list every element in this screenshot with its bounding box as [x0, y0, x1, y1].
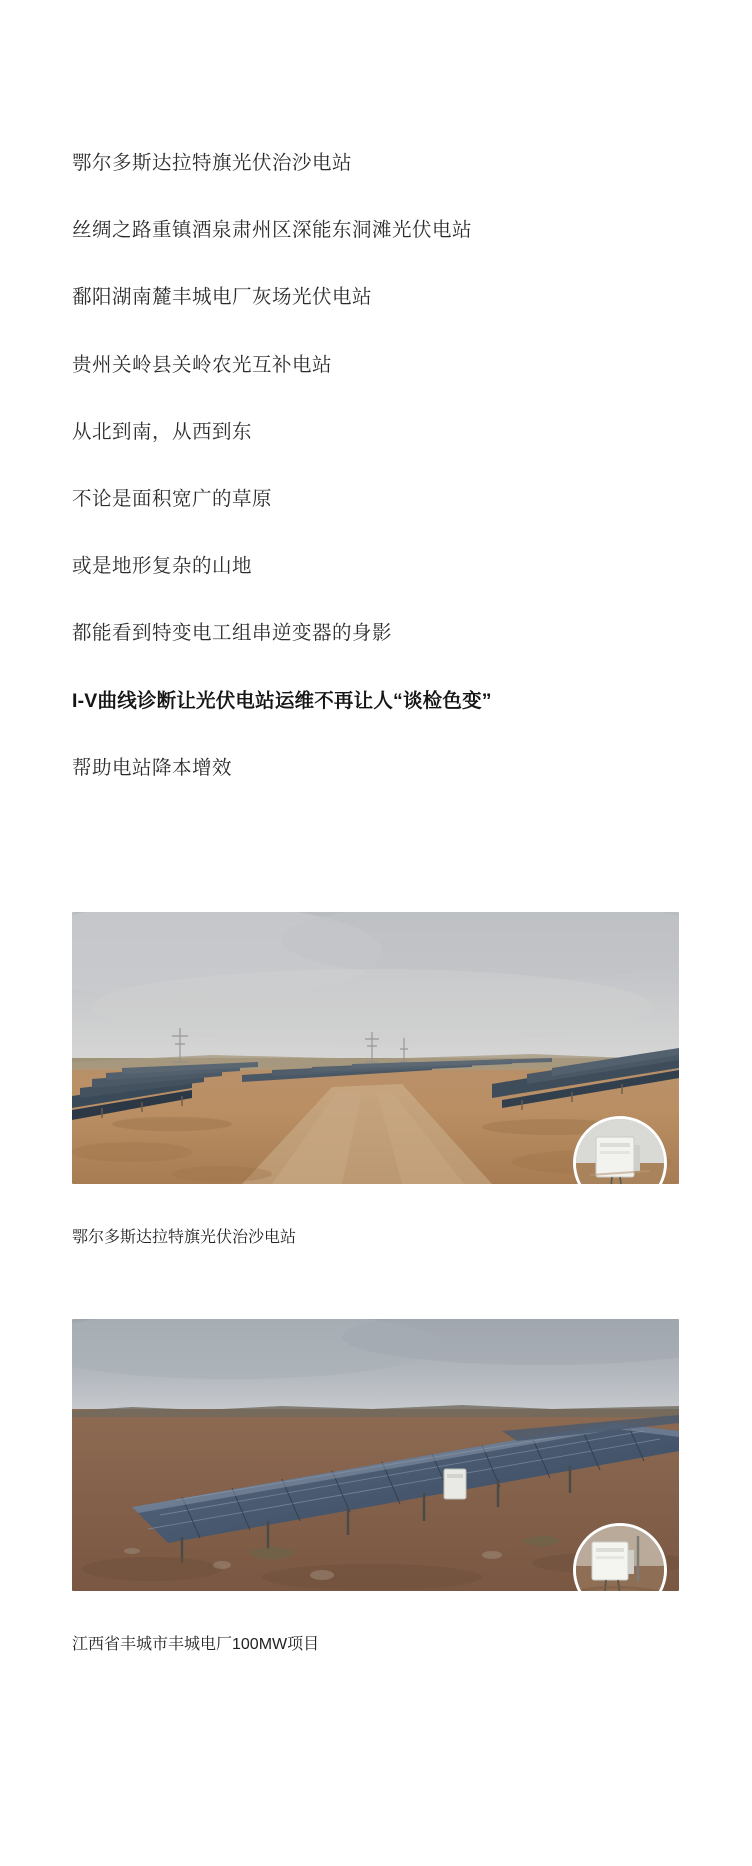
- article-paragraph-highlight: I-V曲线诊断让光伏电站运维不再让人“谈检色变”: [72, 689, 492, 712]
- figure-desert-plant: [72, 912, 680, 1184]
- article-paragraph: 鄂尔多斯达拉特旗光伏治沙电站: [72, 152, 353, 174]
- article-paragraph: 或是地形复杂的山地: [72, 555, 253, 578]
- article-paragraph: 鄱阳湖南麓丰城电厂灰场光伏电站: [72, 286, 373, 309]
- photo-desert-pv-array: [72, 912, 679, 1184]
- top-spacer: [72, 0, 680, 148]
- section-gap: [72, 820, 680, 912]
- article-paragraph: 都能看到特变电工组串逆变器的身影: [72, 622, 393, 645]
- figure-caption: 江西省丰城市丰城电厂100MW项目: [72, 1635, 320, 1653]
- figure-caption-gap: [72, 1591, 680, 1631]
- photo-redsoil-pv-array: [72, 1319, 679, 1591]
- figure-caption: 鄂尔多斯达拉特旗光伏治沙电站: [72, 1228, 297, 1246]
- article-paragraph: 贵州关岭县关岭农光互补电站: [72, 353, 333, 376]
- article-paragraph: 帮助电站降本增效: [72, 756, 233, 779]
- between-figures-gap: [72, 1263, 680, 1319]
- figure-caption-gap: [72, 1184, 680, 1224]
- figure-fengcheng-plant: [72, 1319, 680, 1591]
- article-paragraph: 不论是面积宽广的草原: [72, 487, 273, 510]
- article-paragraph: 从北到南，从西到东: [72, 420, 253, 443]
- article-paragraph: 丝绸之路重镇酒泉肃州区深能东洞滩光伏电站: [72, 219, 473, 242]
